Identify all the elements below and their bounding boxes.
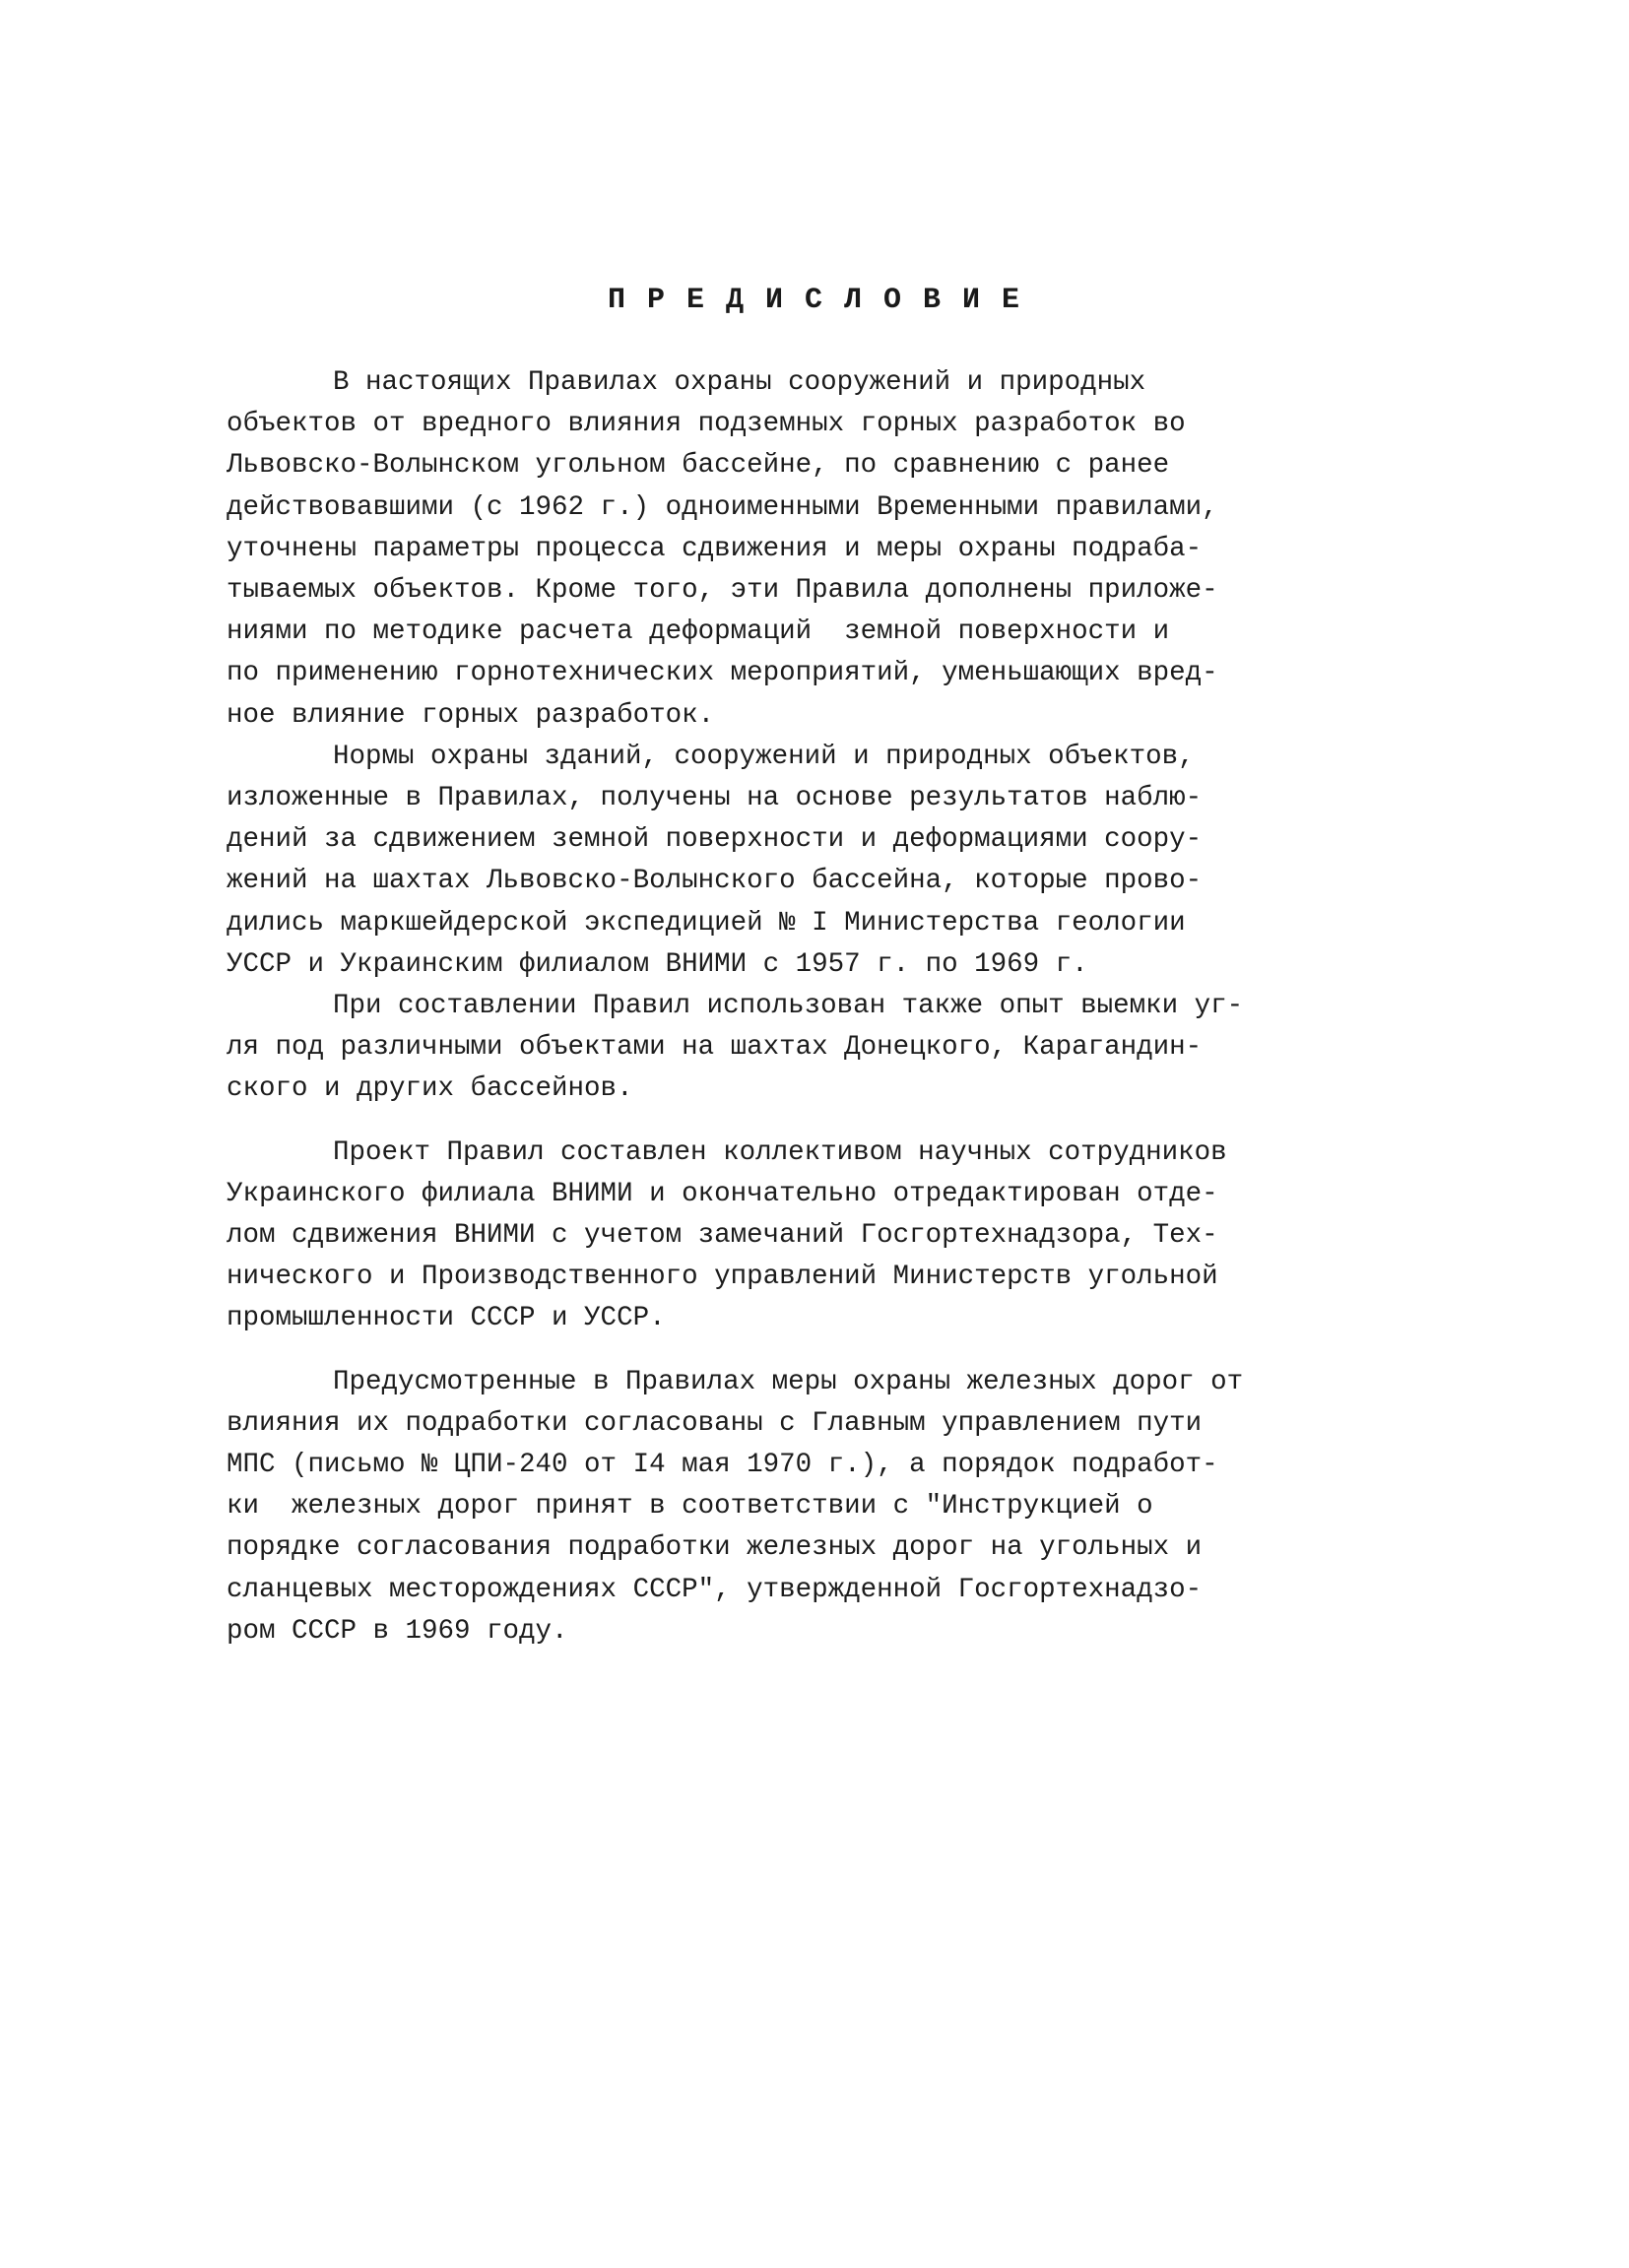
text-line: Проект Правил составлен коллективом научных сотрудников bbox=[333, 1136, 1227, 1168]
text-line: ниями по методике расчета деформаций земной поверхности и bbox=[227, 616, 1170, 648]
text-line: дились маркшейдерской экспедицией № I Министерства геологии bbox=[227, 907, 1186, 939]
text-line: ского и других бассейнов. bbox=[227, 1073, 633, 1105]
text-line: жений на шахтах Львовско-Волынского бассейна, которые прово- bbox=[227, 866, 1203, 897]
text-line: МПС (письмо № ЦПИ-240 от I4 мая 1970 г.), а порядок подработ- bbox=[227, 1450, 1218, 1481]
paragraph-5 bbox=[227, 1362, 1428, 1652]
document-body bbox=[227, 362, 1428, 1652]
paragraph-4 bbox=[227, 1133, 1428, 1340]
text-line: по применению горнотехнических мероприятий, уменьшающих вред- bbox=[227, 658, 1218, 689]
text-line: Украинского филиала ВНИМИ и окончательно отредактирован отде- bbox=[227, 1178, 1218, 1209]
text-line: лом сдвижения ВНИМИ с учетом замечаний Госгортехнадзора, Тех- bbox=[227, 1220, 1218, 1252]
text-line: Нормы охраны зданий, сооружений и природных объектов, bbox=[333, 741, 1195, 772]
text-line: УССР и Украинским филиалом ВНИМИ с 1957 г. по 1969 г. bbox=[227, 948, 1088, 980]
text-line: объектов от вредного влияния подземных горных разработок во bbox=[227, 409, 1186, 440]
text-line: ром СССР в 1969 году. bbox=[227, 1615, 568, 1647]
paragraph-2 bbox=[227, 737, 1428, 986]
text-line: тываемых объектов. Кроме того, эти Правила дополнены приложе- bbox=[227, 575, 1218, 607]
paragraph-1 bbox=[227, 362, 1428, 737]
text-line: порядке согласования подработки железных дорог на угольных и bbox=[227, 1532, 1203, 1564]
paragraph-3 bbox=[227, 986, 1428, 1111]
text-line: изложенные в Правилах, получены на основе результатов наблю- bbox=[227, 783, 1203, 814]
text-line: Предусмотренные в Правилах меры охраны железных дорог от bbox=[333, 1366, 1244, 1397]
text-line: ля под различными объектами на шахтах Донецкого, Карагандин- bbox=[227, 1032, 1203, 1064]
text-line: В настоящих Правилах охраны сооружений и природных bbox=[333, 367, 1146, 398]
text-line: При составлении Правил использован также опыт выемки уг- bbox=[333, 991, 1244, 1022]
text-line: влияния их подработки согласованы с Главным управлением пути bbox=[227, 1407, 1203, 1439]
page-title: П Р Е Д И С Л О В И Е bbox=[607, 284, 1022, 317]
text-line: уточнены параметры процесса сдвижения и меры охраны подраба- bbox=[227, 533, 1203, 564]
text-line: действовавшими (с 1962 г.) одноименными Временными правилами, bbox=[227, 491, 1218, 523]
text-line: сланцевых месторождениях СССР", утвержденной Госгортехнадзо- bbox=[227, 1574, 1203, 1605]
text-line: дений за сдвижением земной поверхности и деформациями соору- bbox=[227, 824, 1203, 856]
text-line: ное влияние горных разработок. bbox=[227, 699, 715, 731]
text-line: промышленности СССР и УССР. bbox=[227, 1303, 666, 1334]
text-line: Львовско-Волынском угольном бассейне, по сравнению с ранее bbox=[227, 450, 1170, 482]
text-line: ки железных дорог принят в соответствии с "Инструкцией о bbox=[227, 1491, 1153, 1523]
text-line: нического и Производственного управлений Министерств угольной bbox=[227, 1262, 1218, 1293]
